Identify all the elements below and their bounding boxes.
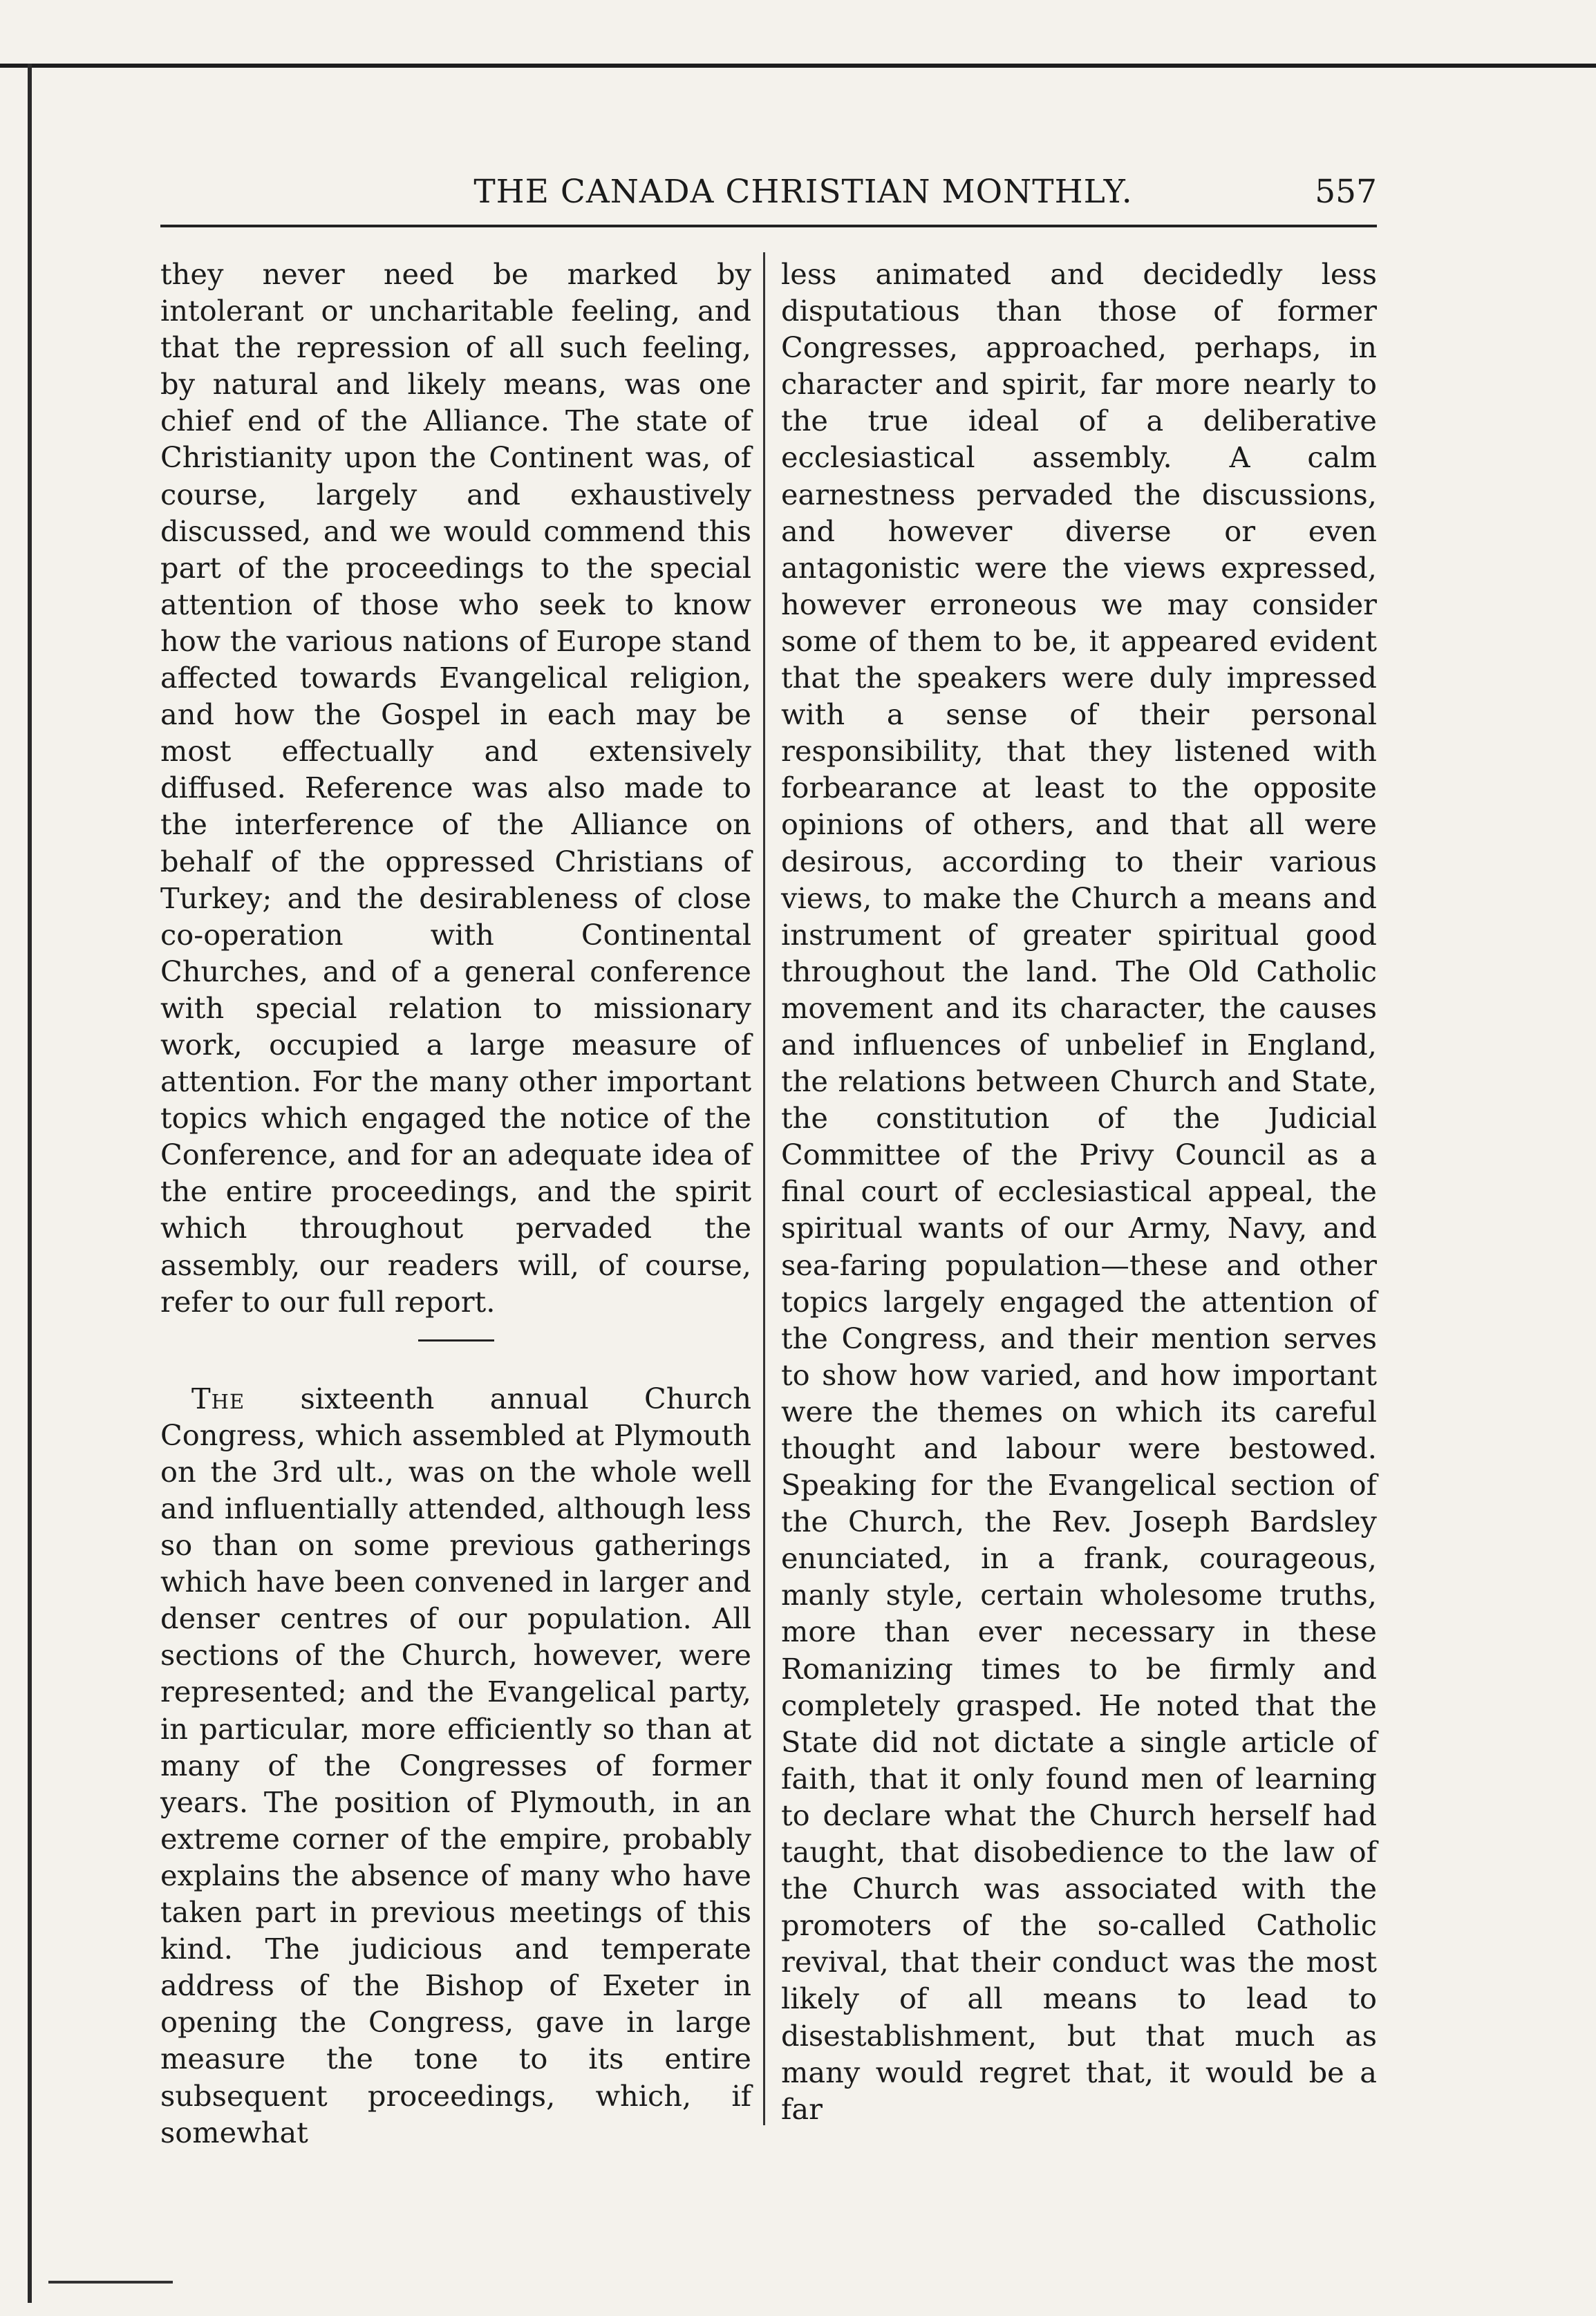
running-title: THE CANADA CHRISTIAN MONTHLY. [473,173,1133,211]
scan-top-rule [0,64,1596,68]
right-column [781,256,1377,2127]
bottom-edge-mark [48,2281,173,2284]
section-divider-rule [418,1339,494,1341]
church-congress-paragraph [160,1380,751,2151]
header-rule [160,225,1377,227]
church-congress-text: sixteenth annual Church Congress, which assembled at Plymouth on the 3rd ult., was on the whole well and influentially attended, although less so than on some previous gatherings which have been convened in larger and denser centres of our population. All sections of the Church, however, were represented; and the Evangelical party, in particular, more efficiently so than at many of the Congresses of former years. The position of Plymouth, in an extreme corner of the empire, probably explains the absence of many who have taken part in previous meetings of this kind. The judicious and temperate address of the Bishop of Exeter in opening the Congress, gave in large measure the tone to its entire subsequent proceedings, which, if somewhat [160,1381,751,2149]
running-head [160,173,1377,221]
left-paragraph-continuation: they never need be marked by intolerant or uncharitable feeling, and that the repression of all such feeling, by natural and likely means, was one chief end of the Alliance. The state of Christianity upon the Continent was, of course, largely and exhaustively discussed, and we would commend this part of the proceedings to the special attention of those who seek to know how the various nations of Europe stand affected towards Evangelical religion, and how the Gospel in each may be most effectually and extensively diffused. Reference was also made to the interference of the Alliance on behalf of the oppressed Christians of Turkey; and the desirableness of close co-operation with Continental Churches, and of a general conference with special relation to missionary work, occupied a large measure of attention. For the many other important topics which engaged the notice of the Conference, and for an adequate idea of the entire proceedings, and the spirit which throughout pervaded the assembly, our readers will, of course, refer to our full report. [160,257,751,1319]
page-number: 557 [1315,173,1377,211]
paragraph-lead-word: The [191,1381,245,1415]
right-paragraph: less animated and decidedly less disputatious than those of former Congresses, approached, perhaps, in character and spirit, far more nearly to the true ideal of a deliberative ecclesiastical assembly. A calm earnestness pervaded the discussions, and however diverse or even antagonistic were the views expressed, however erroneous we may consider some of them to be, it appeared evident that the speakers were duly impressed with a sense of their personal responsibility, that they listened with forbearance at least to the opposite opinions of others, and that all were desirous, according to their various views, to make the Church a means and instrument of greater spiritual good throughout the land. The Old Catholic movement and its character, the causes and influences of unbelief in England, the relations between Church and State, the constitution of the Judicial Committee of the Privy Council as a final court of ecclesiastical appeal, the spiritual wants of our Army, Navy, and sea-faring population—these and other topics largely engaged the attention of the Congress, and their mention serves to show how varied, and how important were the themes on which its careful thought and labour were bestowed. Speaking for the Evangelical section of the Church, the Rev. Joseph Bardsley enunciated, in a frank, courageous, manly style, certain wholesome truths, more than ever necessary in these Romanizing times to be firmly and completely grasped. He noted that the State did not dictate a single article of faith, that it only found men of learning to declare what the Church herself had taught, that disobedience to the law of the Church was associated with the promoters of the so-called Catholic revival, that their conduct was the most likely of all means to lead to disestablishment, but that much as many would regret that, it would be a far [781,257,1377,2126]
column-divider [763,252,765,2125]
scan-left-edge [28,64,32,2303]
left-column [160,256,751,2151]
